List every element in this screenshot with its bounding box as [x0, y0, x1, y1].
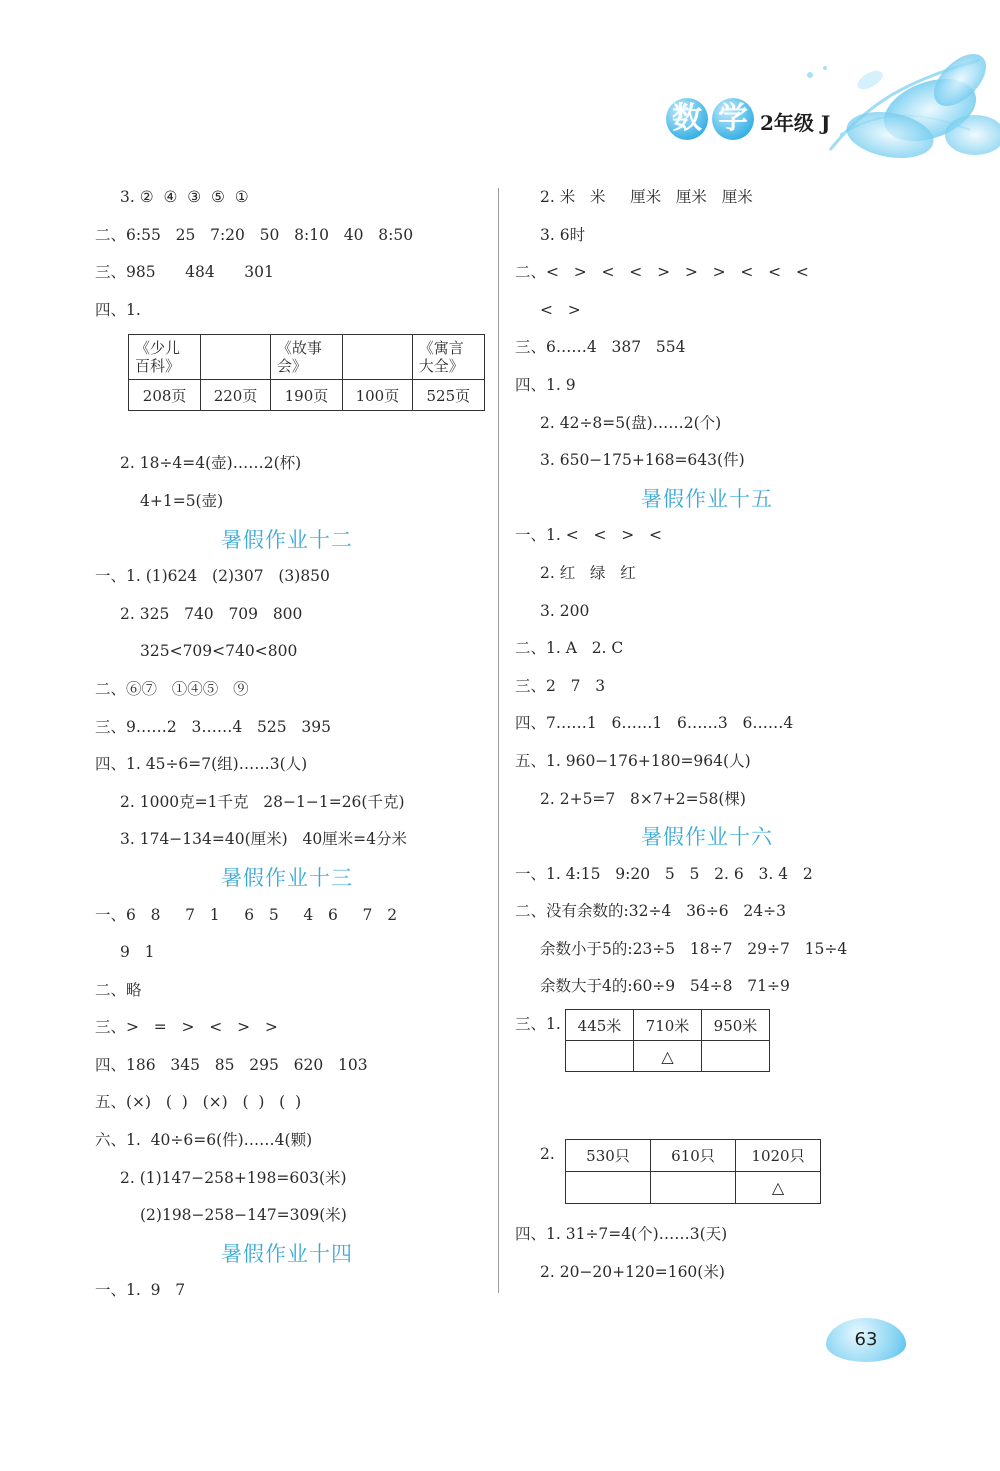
answer-line: 四、1. 45÷6=7(组)……3(人): [95, 755, 308, 774]
book-name-cell: 《少儿 百科》: [129, 335, 201, 380]
distance-table: [565, 1009, 770, 1072]
answer-line: 9 1: [120, 943, 155, 962]
book-name-cell: 《寓言 大全》: [412, 335, 484, 380]
section-title: 暑假作业十三: [221, 865, 353, 890]
answer-line: 2. 1000克=1千克 28−1−1=26(千克): [120, 792, 405, 811]
answer-line: 325<709<740<800: [140, 642, 298, 661]
bird-count-table-label: 2.: [540, 1145, 555, 1164]
bird-count-table-block: [515, 1137, 905, 1217]
answer-line: 四、186 345 85 295 620 103: [95, 1055, 368, 1074]
left-answer-column: [95, 180, 485, 1311]
book-pages-cell: 220页: [201, 380, 271, 411]
answer-line: 三、9……2 3……4 525 395: [95, 717, 331, 736]
answer-line: 二、6:55 25 7:20 50 8:10 40 8:50: [95, 225, 414, 244]
section-title: 暑假作业十五: [641, 486, 773, 511]
book-pages-cell: 525页: [412, 380, 484, 411]
triangle-mark-cell: [566, 1041, 634, 1072]
answer-line: 一、1. < < > <: [515, 526, 663, 545]
answer-line: 2. 42÷8=5(盘)……2(个): [540, 413, 722, 432]
answer-line: 2. 米 米 厘米 厘米 厘米: [540, 188, 753, 206]
answer-line: 二、⑥⑦ ①④⑤ ⑨: [95, 679, 249, 698]
answer-line: 3. 174−134=40(厘米) 40厘米=4分米: [120, 830, 408, 849]
table-header-cell: 445米: [566, 1010, 634, 1041]
book-name-cell: [343, 335, 413, 380]
column-divider: [498, 188, 499, 1293]
answer-line: 二、略: [95, 980, 142, 999]
answer-line: 2. 325 740 709 800: [120, 604, 303, 623]
book-name-cell: 《故事 会》: [270, 335, 342, 380]
answer-line: 一、1. 9 7: [95, 1281, 186, 1300]
section-title: 暑假作业十二: [221, 527, 353, 552]
triangle-mark-cell: △: [736, 1172, 821, 1204]
answer-line: 余数大于4的:60÷9 54÷8 71÷9: [540, 977, 790, 996]
table-header-cell: 1020只: [736, 1140, 821, 1172]
triangle-mark-cell: [702, 1041, 770, 1072]
answer-line: 四、1.: [95, 300, 141, 319]
book-name-cell: [201, 335, 271, 380]
section-title: 暑假作业十六: [641, 825, 773, 850]
answer-line: 四、1. 9: [515, 375, 576, 394]
distance-table-block: [515, 1007, 905, 1137]
right-answer-column: [515, 180, 905, 1292]
answer-line: 二、1. A 2. C: [515, 639, 624, 658]
answer-line: 一、1. (1)624 (2)307 (3)850: [95, 567, 330, 586]
answer-line: 四、7……1 6……1 6……3 6……4: [515, 714, 794, 733]
answer-line: 一、1. 4:15 9:20 5 5 2. 6 3. 4 2: [515, 864, 813, 883]
answer-line: < >: [540, 300, 581, 319]
bird-count-table: [565, 1139, 821, 1204]
answer-line: 3. ② ④ ③ ⑤ ①: [120, 188, 249, 206]
answer-line: 五、1. 960−176+180=964(人): [515, 751, 751, 770]
answer-line: 2. 2+5=7 8×7+2=58(棵): [540, 789, 746, 808]
distance-table-label: 三、1.: [515, 1015, 561, 1034]
subject-char: 学: [712, 98, 754, 140]
answer-line: 三、> = > < > >: [95, 1018, 278, 1037]
answer-line: 3. 6时: [540, 225, 586, 244]
answer-line: 2. 18÷4=4(壶)……2(杯): [120, 454, 302, 473]
answer-line: 三、6……4 387 554: [515, 338, 686, 357]
grade-label: 2年级 J: [760, 111, 831, 135]
book-pages-table: [128, 334, 485, 411]
answer-line: 2. (1)147−258+198=603(米): [120, 1168, 347, 1187]
table-header-cell: 710米: [634, 1010, 702, 1041]
book-pages-cell: 100页: [343, 380, 413, 411]
answer-line: 3. 200: [540, 601, 590, 620]
answer-line: 4+1=5(壶): [140, 491, 224, 510]
answer-line: 五、(×) ( ) (×) ( ) ( ): [95, 1093, 302, 1112]
answer-line: 二、没有余数的:32÷4 36÷6 24÷3: [515, 902, 787, 921]
section-title: 暑假作业十四: [221, 1241, 353, 1266]
answer-line: 余数小于5的:23÷5 18÷7 29÷7 15÷4: [540, 939, 848, 958]
triangle-mark-cell: [651, 1172, 736, 1204]
book-pages-cell: 208页: [129, 380, 201, 411]
answer-line: (2)198−258−147=309(米): [140, 1206, 347, 1225]
triangle-mark-cell: [566, 1172, 651, 1204]
answer-line: 三、2 7 3: [515, 676, 606, 695]
table-header-cell: 950米: [702, 1010, 770, 1041]
answer-line: 四、1. 31÷7=4(个)……3(天): [515, 1225, 728, 1244]
answer-line: 3. 650−175+168=643(件): [540, 451, 745, 470]
answer-line: 三、985 484 301: [95, 263, 274, 282]
subject-title: [666, 98, 754, 140]
answer-line: 二、< > < < > > > < < <: [515, 263, 809, 282]
table-header-cell: 610只: [651, 1140, 736, 1172]
book-table-block: [95, 334, 485, 446]
answer-line: 一、6 8 7 1 6 5 4 6 7 2: [95, 905, 398, 924]
book-pages-cell: 190页: [270, 380, 342, 411]
subject-char: 数: [666, 98, 708, 140]
table-header-cell: 530只: [566, 1140, 651, 1172]
page-number: 63: [826, 1318, 906, 1362]
triangle-mark-cell: △: [634, 1041, 702, 1072]
answer-line: 2. 红 绿 红: [540, 563, 636, 582]
answer-line: 2. 20−20+120=160(米): [540, 1262, 725, 1281]
answer-line: 六、1. 40÷6=6(件)……4(颗): [95, 1131, 313, 1150]
